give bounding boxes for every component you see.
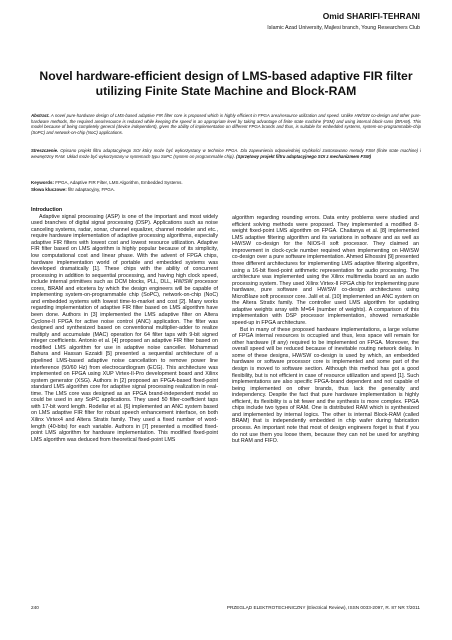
intro-paragraph-continued: algorithm regarding rounding errors. Data entry problems were studied and efficient solving methods were proposed. They implemented a modified 8-weight fixed-point LMS algorithm on FPGA. Chaitanya et al. [8] implemented LMS adaptive filtering algorithm and its variations in software and as well as HW/SW co-design for the NIOS-II soft processor. They claimed an improvement in clock-cycle number required when implementing on HW/SW co-design over a pure software implementation. Ahmed Elhossini [9] presented three different architectures for implementing LMS adaptive filtering algorithm, using a 16-bit fixed-point arithmetic representation for audio processing. The architecture was implemented using the Xilinx multimedia board as an audio processing system. They used Xilinx Virtex-II FPGA chip for implementing pure hardware, pure software and HW/SW co-design architectures using MicroBlaze soft processor core. Jalil et al. [10] implemented an ANC system on the Altera Stratix family. The controller used LMS algorithm for updating adaptive weights array with M=64 (number of weights). A comparison of this implementation with DSP processor implementation, showed remarkable speed-up in FPGA architecture.	[232, 215, 419, 326]
slowa-label: Słowa kluczowe:	[31, 187, 67, 192]
intro-paragraph-1: Adaptive signal processing (ASP) is one of the important and most widely used branches of digital signal processing (DSP). Applications such as noise canceling systems, radar, sonar, channel equalizer, channel modeler and etc., require hardware implementation of adaptive processing algorithms, especially adaptive FIR filters with lowest cost and lowest resource utilization. Adaptive FIR filter based on LMS algorithm is highly popular because of its simplicity, low computational cost and linear phase. With the advent of FPGA chips, hardware implementation world of portable and embedded systems was developed dramatically [1]. These chips with the ability of concurrent processing in addition to sequential processing, and having high clock speed, include internal primitives such as DCM blocks, PLL, DLL, HW/SW processor cores, BRAM and etcetera by which the design engineers will be capable of implementing system-on-programmable chip (SoPC), network-on-chip (NoC) and embedded systems with lowest time-to-market and cost [2]. Many works regarding implementation of adaptive FIR filter based on LMS algorithm have been done. Authors in [3] implemented the LMS adaptive filter on Altera Cyclone-II FPGA for active noise control (ANC) application. The filter was designed and synthesized based on conventional multiplier-adder to realize multiply and accumulate (MAC) operation for 64 filter taps with 9-bit signed integer coefficients. Antonio et al. [4] proposed an adaptive FIR filter based on modified LMS algorithm for use in adaptive noise canceller. Mohammad Bahura and Hassan Ezzaidi [5] presented a sequential architecture of a pipelined LMS-based adaptive noise cancellation to remove power line interference (50/60 Hz) from electrocardiogram (ECG). This architecture was implemented on FPGA using XUP Virtex-II-Pro development board and Xilinx system generator (XSG). Authors in [2] proposed an FPGA-based fixed-point standard LMS algorithm core for adaptive signal processing realization in real-time. The LMS core was designed as an FPGA brand-independent model so could be used in any SoPC applications. They used 50 filter-coefficient taps with 17-bit word length. Rodellar et al. [6] implemented an ANC system based on LMS adaptive FIR filter for robust speech enhancement interface, on both Xilinx Virtex4 and Altera Stratix family. They used a fixed number of word-length (40-bits) for each variable. Authors in [7] presented a modified fixed-point LMS algorithm for hardware implementation. This modified fixed-point LMS algorithm was deduced from theoretical fixed-point LMS	[31, 213, 218, 443]
right-column	[232, 215, 419, 445]
intro-paragraph-2: But in many of these proposed hardware implementations, a large volume of FPGA internal resources is occupied and thus, less space will remain for other hardware (if any) required to be implemented on FPGA. Moreover, the overall speed will be reduced because of inevitable routing network delay. In some of these designs, HW/SW co-design is used by which, an embedded hardware or software processor core is implemented and some part of the design is moved to software section. Although this method has got a good flexibility, but is not efficient in case of resource utilization and speed [1]. Such implementations are also specific FPGA-brand dependent and not capable of being implemented on other brands, thus lack the generality and independency. Despite the fact that pure hardware implementation is highly efficient, its flexibility is a bit fewer and the synthesis is more complex. FPGA chips include two types of RAM. One is distributed RAM which is synthesized and implemented by internal logics. The other is internal Block-RAM (called BRAM) that is independently embedded in chip wafer during fabrication process. An important note that most of design engineers forget is that if you do not use them you loose them, because they can not be used for anything but RAM and FIFO.	[232, 326, 419, 445]
page-number: 240	[31, 605, 39, 610]
abstract-text: A novel pure-hardware design of LMS-based adaptive FIR filter core is proposed which is highly efficient in FPGA area/resource utilization and speed. Unlike HW/SW co-design and other pure-hardware methods, the required area/resource is reduced while keeping the speed in an appropriate level by taking advantage of finite state machine (FSM) and using internal block-rams (BRAM). This model because of being completely general (device independent), gives the ability of implementation on different FPGA brands and thus, is suitable for embedded systems, system-on-programmable-chip (SoPC) and network-on-chip (NoC) applications.	[31, 113, 421, 135]
author-affiliation: Islamic Azad University, Majlesi branch, Young Researchers Club	[267, 25, 420, 31]
author-name: Omid SHARIFI-TEHRANI	[322, 11, 420, 21]
streszczenie-label: Streszczenie.	[31, 148, 59, 153]
streszczenie-text: Opisano projekt filtru adaptacyjnego SOI który może być wykorzystany w technice FPGA. Dla zapewnienia odpowiedniej szybkości zastosowano metody FSM (finite state machine) i wewnętrzny RAM. Układ może być wykorzystany w systemach typu SoPC (system on programmable chip).	[31, 148, 421, 159]
section-heading: Introduction	[31, 207, 63, 213]
slowa-kluczowe	[31, 187, 421, 193]
slowa-text: filtr adaptacyjny, FPGA.	[68, 187, 115, 192]
title-line-2: utilizing Finite State Machine and Block-RAM	[95, 84, 357, 98]
streszczenie	[31, 148, 421, 159]
journal-info: PRZEGLĄD ELEKTROTECHNICZNY (Electrical Review), ISSN 0033-2097, R. 87 NR 7/2011	[226, 605, 420, 610]
left-column	[31, 207, 218, 443]
paper-title	[0, 69, 452, 99]
abstract	[31, 113, 421, 135]
keywords-text: FPGA, Adaptive FIR Filter, LMS Algorithm, Embedded Systems.	[55, 180, 183, 185]
abstract-label: Abstract.	[31, 113, 50, 118]
streszczenie-title: (Sprzętowy projekt filtru adaptacyjnego SOI z mechanizmem FSM)	[236, 153, 372, 159]
keywords-label: Keywords:	[31, 180, 55, 185]
keywords	[31, 180, 421, 186]
title-line-1: Novel hardware-efficient design of LMS-based adaptive FIR filter	[39, 69, 413, 83]
